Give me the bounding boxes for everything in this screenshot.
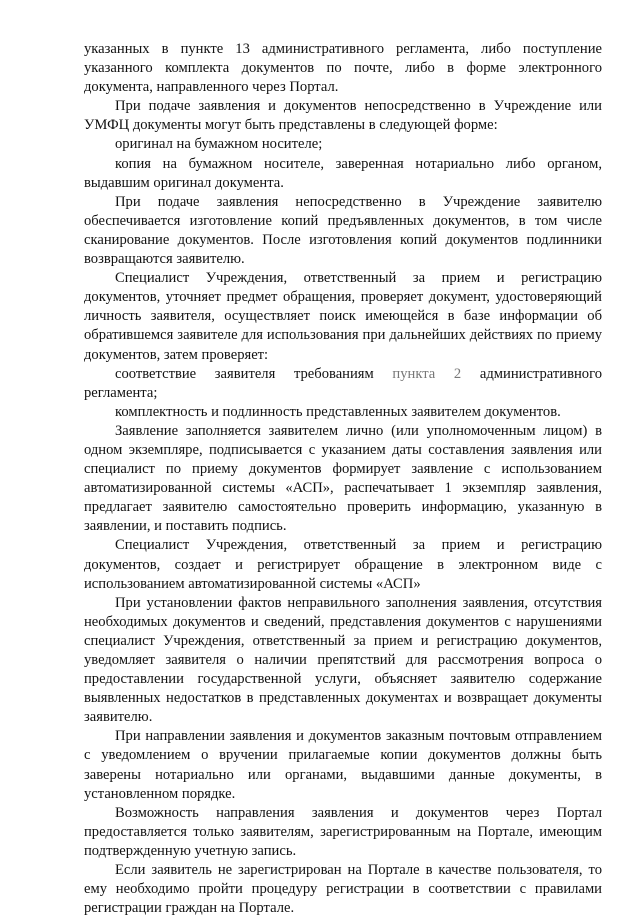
paragraph-text: административного регламента; bbox=[84, 365, 603, 401]
paragraph: указанных в пункте 13 административного регламента, либо поступление указанного комплекта документов по почте, либо в форме электронного документа, направленного через Портал. bbox=[84, 41, 602, 96]
paragraph: Специалист Учреждения, ответственный за прием и регистрацию документов, уточняет предмет обращения, проверяет документ, удостоверяющий личность заявителя, осуществляет поиск имеющейся в базе информации об обратившемся заявителе для использования при дальнейших действиях по приему документов, затем проверяет: bbox=[84, 270, 602, 363]
paragraph: При установлении фактов неправильного заполнения заявления, отсутствия необходимых документов и сведений, представления документов с нарушениями специалист Учреждения, ответственный за прием и регистрацию документов, уведомляет заявителя о наличии препятствий для рассмотрения вопроса о предоставлении государственной услуги, объясняет заявителю содержание выявленных недостатков в представленных документах и возвращает документы заявителю. bbox=[84, 594, 602, 726]
paragraph: При подаче заявления и документов непосредственно в Учреждение или УМФЦ документы могут быть представлены в следующей форме: bbox=[84, 98, 602, 134]
paragraph: Специалист Учреждения, ответственный за прием и регистрацию документов, создает и регистрирует обращение в электронном виде с использованием автоматизированной системы «АСП» bbox=[84, 537, 602, 592]
paragraph: копия на бумажном носителе, заверенная нотариально либо органом, выдавшим оригинал документа. bbox=[84, 155, 602, 191]
paragraph: Заявление заполняется заявителем лично (или уполномоченным лицом) в одном экземпляре, подписывается с указанием даты составления заявления или специалист по приему документов формирует заявление с использованием автоматизированной системы «АСП», распечатывает 1 экземпляр заявления, предлагает заявителю самостоятельно проверить информацию, указанную в заявлении, и поставить подпись. bbox=[84, 422, 602, 535]
paragraph: При подаче заявления непосредственно в Учреждение заявителю обеспечивается изготовление копий предъявленных документов, в том числе сканирование документов. После изготовления копий документов подлинники возвращаются заявителю. bbox=[84, 193, 602, 268]
paragraph bbox=[84, 365, 602, 403]
document-page bbox=[84, 40, 602, 918]
paragraph-text: соответствие заявителя требованиям bbox=[115, 365, 374, 382]
paragraph: комплектность и подлинность представленных заявителем документов. bbox=[115, 403, 561, 420]
paragraph: Возможность направления заявления и документов через Портал предоставляется только заявителям, зарегистрированным на Портале, имеющим подтвержденную учетную запись. bbox=[84, 804, 602, 859]
paragraph: оригинал на бумажном носителе; bbox=[115, 136, 323, 153]
point-reference: пункта 2 bbox=[392, 365, 462, 382]
paragraph: Если заявитель не зарегистрирован на Портале в качестве пользователя, то ему необходимо пройти процедуру регистрации в соответствии с правилами регистрации граждан на Портале. bbox=[84, 862, 602, 917]
paragraph: При направлении заявления и документов заказным почтовым отправлением с уведомлением о вручении прилагаемые копии документов должны быть заверены нотариально или органами, выдавшими данные документы, в установленном порядке. bbox=[84, 728, 602, 802]
